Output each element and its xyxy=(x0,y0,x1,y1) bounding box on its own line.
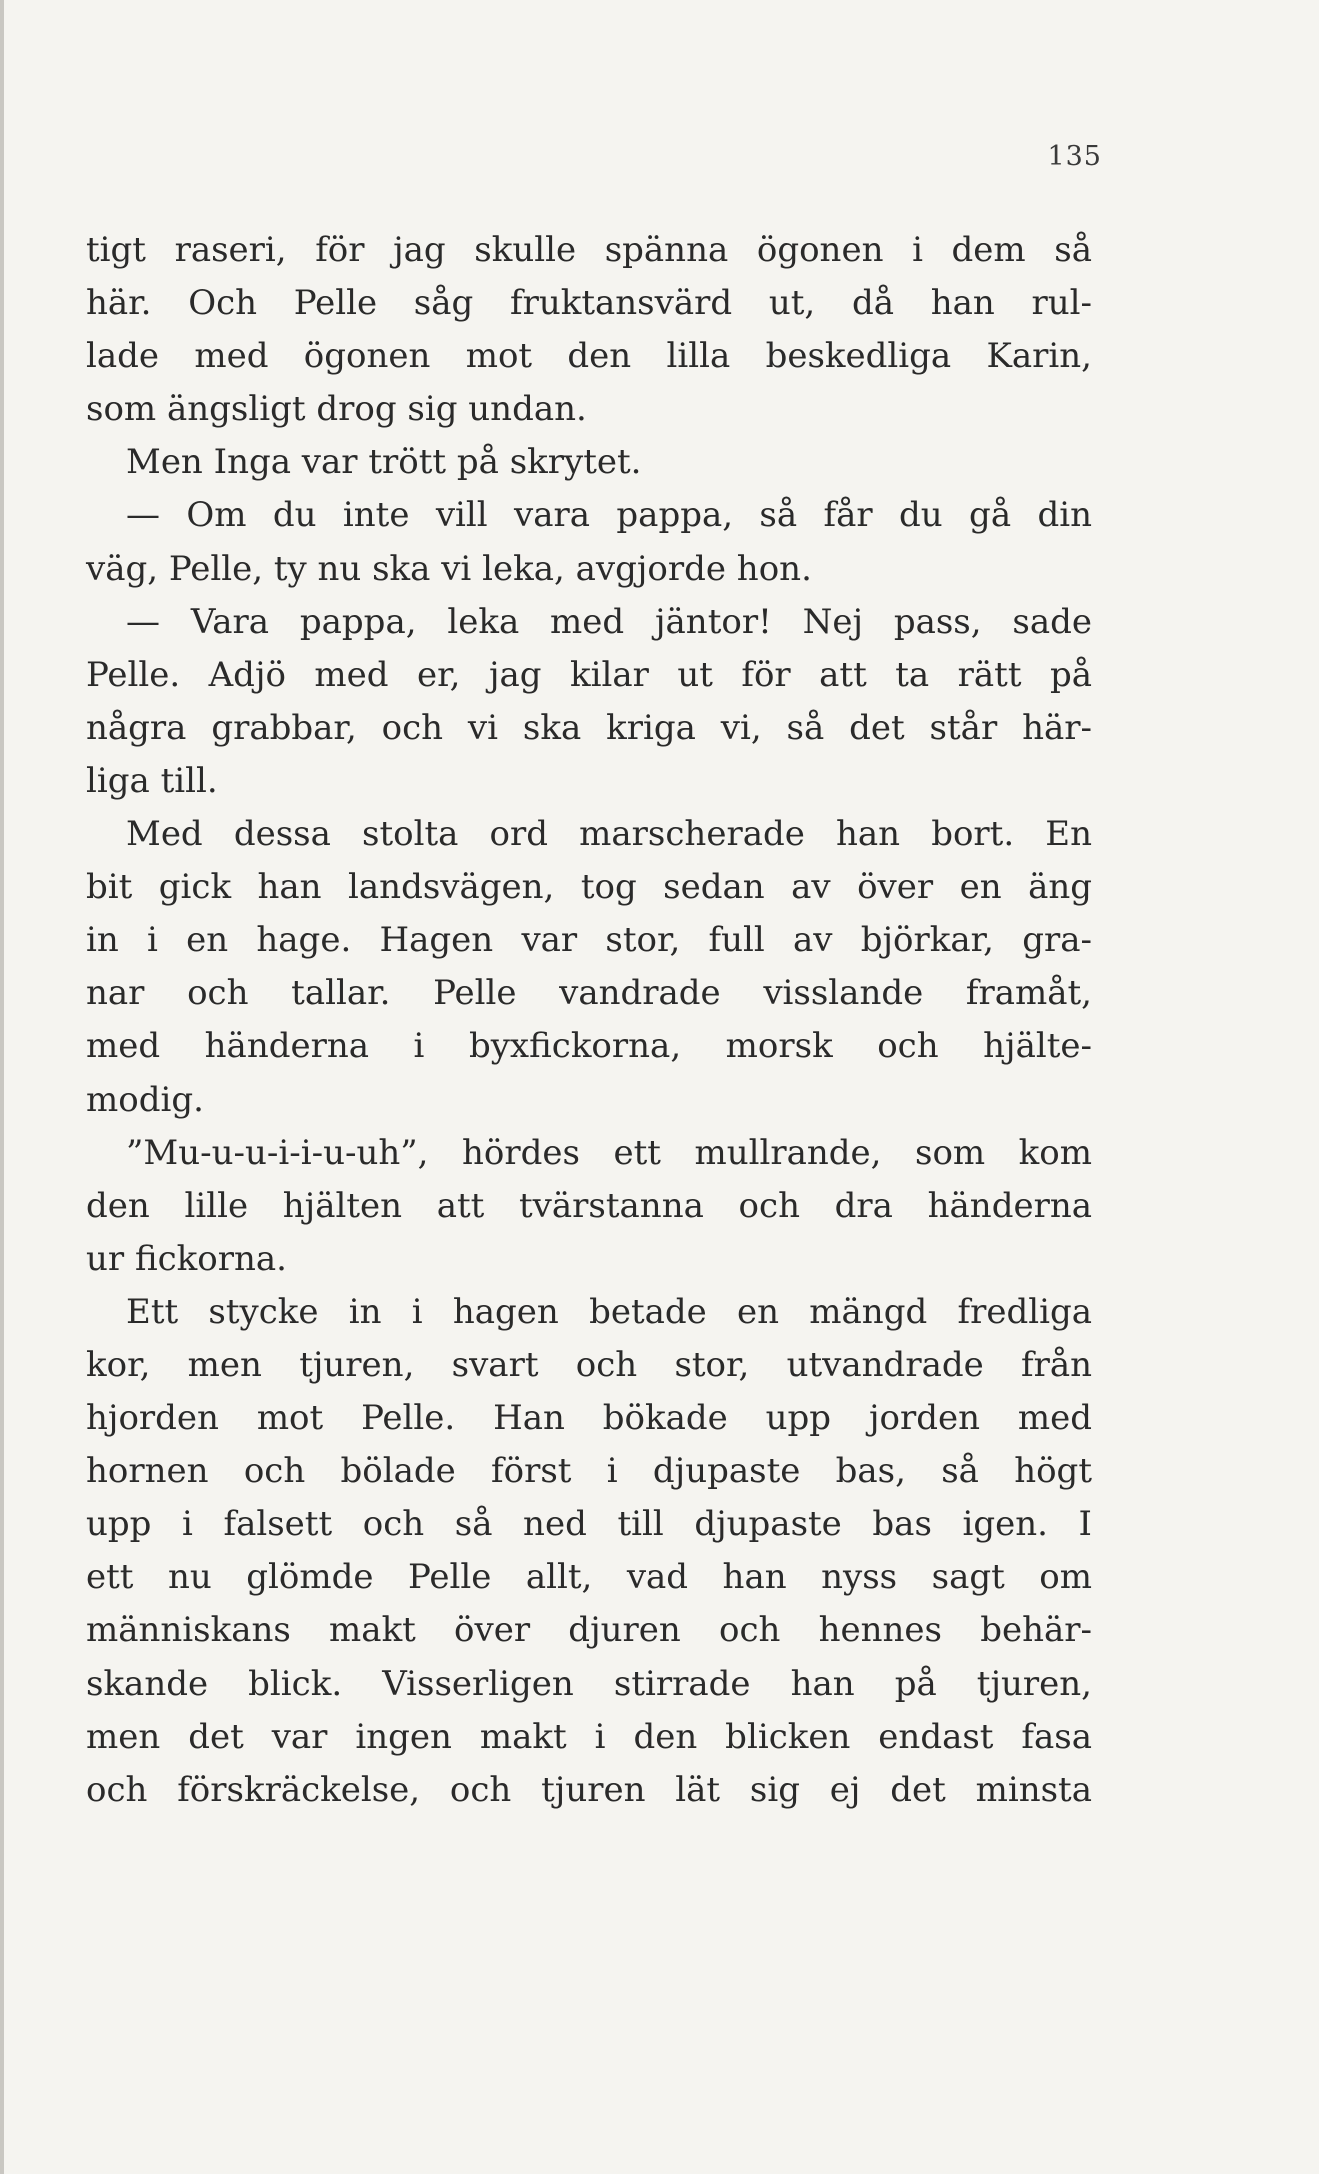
text-line: skande blick. Visserligen stirrade han på tjuren, xyxy=(86,1663,1092,1704)
page-edge xyxy=(0,0,4,2174)
text-line: bit gick han landsvägen, tog sedan av över en äng xyxy=(86,867,1092,908)
text-line: — Vara pappa, leka med jäntor! Nej pass, sade xyxy=(126,601,1092,642)
text-line: tigt raseri, för jag skulle spänna ögonen i dem så xyxy=(86,230,1092,270)
text-line: människans makt över djuren och hennes behär- xyxy=(86,1610,1092,1651)
body-text xyxy=(86,224,1092,1817)
text-line: ”Mu-u-u-i-i-u-uh”, hördes ett mullrande, som kom xyxy=(126,1132,1092,1173)
text-line: här. Och Pelle såg fruktansvärd ut, då han rul- xyxy=(86,283,1092,324)
text-line: väg, Pelle, ty nu ska vi leka, avgjorde hon. xyxy=(86,548,812,589)
text-line: hornen och bölade först i djupaste bas, så högt xyxy=(86,1451,1092,1492)
text-line: och förskräckelse, och tjuren lät sig ej det minsta xyxy=(86,1769,1092,1810)
text-line: nar och tallar. Pelle vandrade visslande framåt, xyxy=(86,973,1092,1014)
text-line: in i en hage. Hagen var stor, full av björkar, gra- xyxy=(86,920,1092,961)
text-line: några grabbar, och vi ska kriga vi, så det står här- xyxy=(86,707,1092,748)
text-line: Med dessa stolta ord marscherade han bort. En xyxy=(126,814,1092,855)
text-line: som ängsligt drog sig undan. xyxy=(86,389,587,430)
text-line: lade med ögonen mot den lilla beskedliga Karin, xyxy=(86,336,1092,377)
text-line: men det var ingen makt i den blicken endast fasa xyxy=(86,1716,1092,1757)
text-line: Pelle. Adjö med er, jag kilar ut för att ta rätt på xyxy=(86,654,1092,695)
text-line: den lille hjälten att tvärstanna och dra händerna xyxy=(86,1185,1092,1226)
text-line: hjorden mot Pelle. Han bökade upp jorden med xyxy=(86,1398,1092,1439)
text-line: kor, men tjuren, svart och stor, utvandrade från xyxy=(86,1344,1092,1385)
text-line: med händerna i byxfickorna, morsk och hjälte- xyxy=(86,1026,1092,1067)
page-number: 135 xyxy=(1047,141,1102,172)
text-line: Ett stycke in i hagen betade en mängd fredliga xyxy=(126,1291,1092,1332)
text-line: modig. xyxy=(86,1079,204,1120)
text-line: ur fickorna. xyxy=(86,1238,287,1279)
text-line: liga till. xyxy=(86,760,218,801)
text-line: ett nu glömde Pelle allt, vad han nyss sagt om xyxy=(86,1557,1092,1598)
text-line: Men Inga var trött på skrytet. xyxy=(126,442,642,483)
text-line: upp i falsett och så ned till djupaste bas igen. I xyxy=(86,1504,1092,1545)
text-line: — Om du inte vill vara pappa, så får du gå din xyxy=(126,495,1092,536)
